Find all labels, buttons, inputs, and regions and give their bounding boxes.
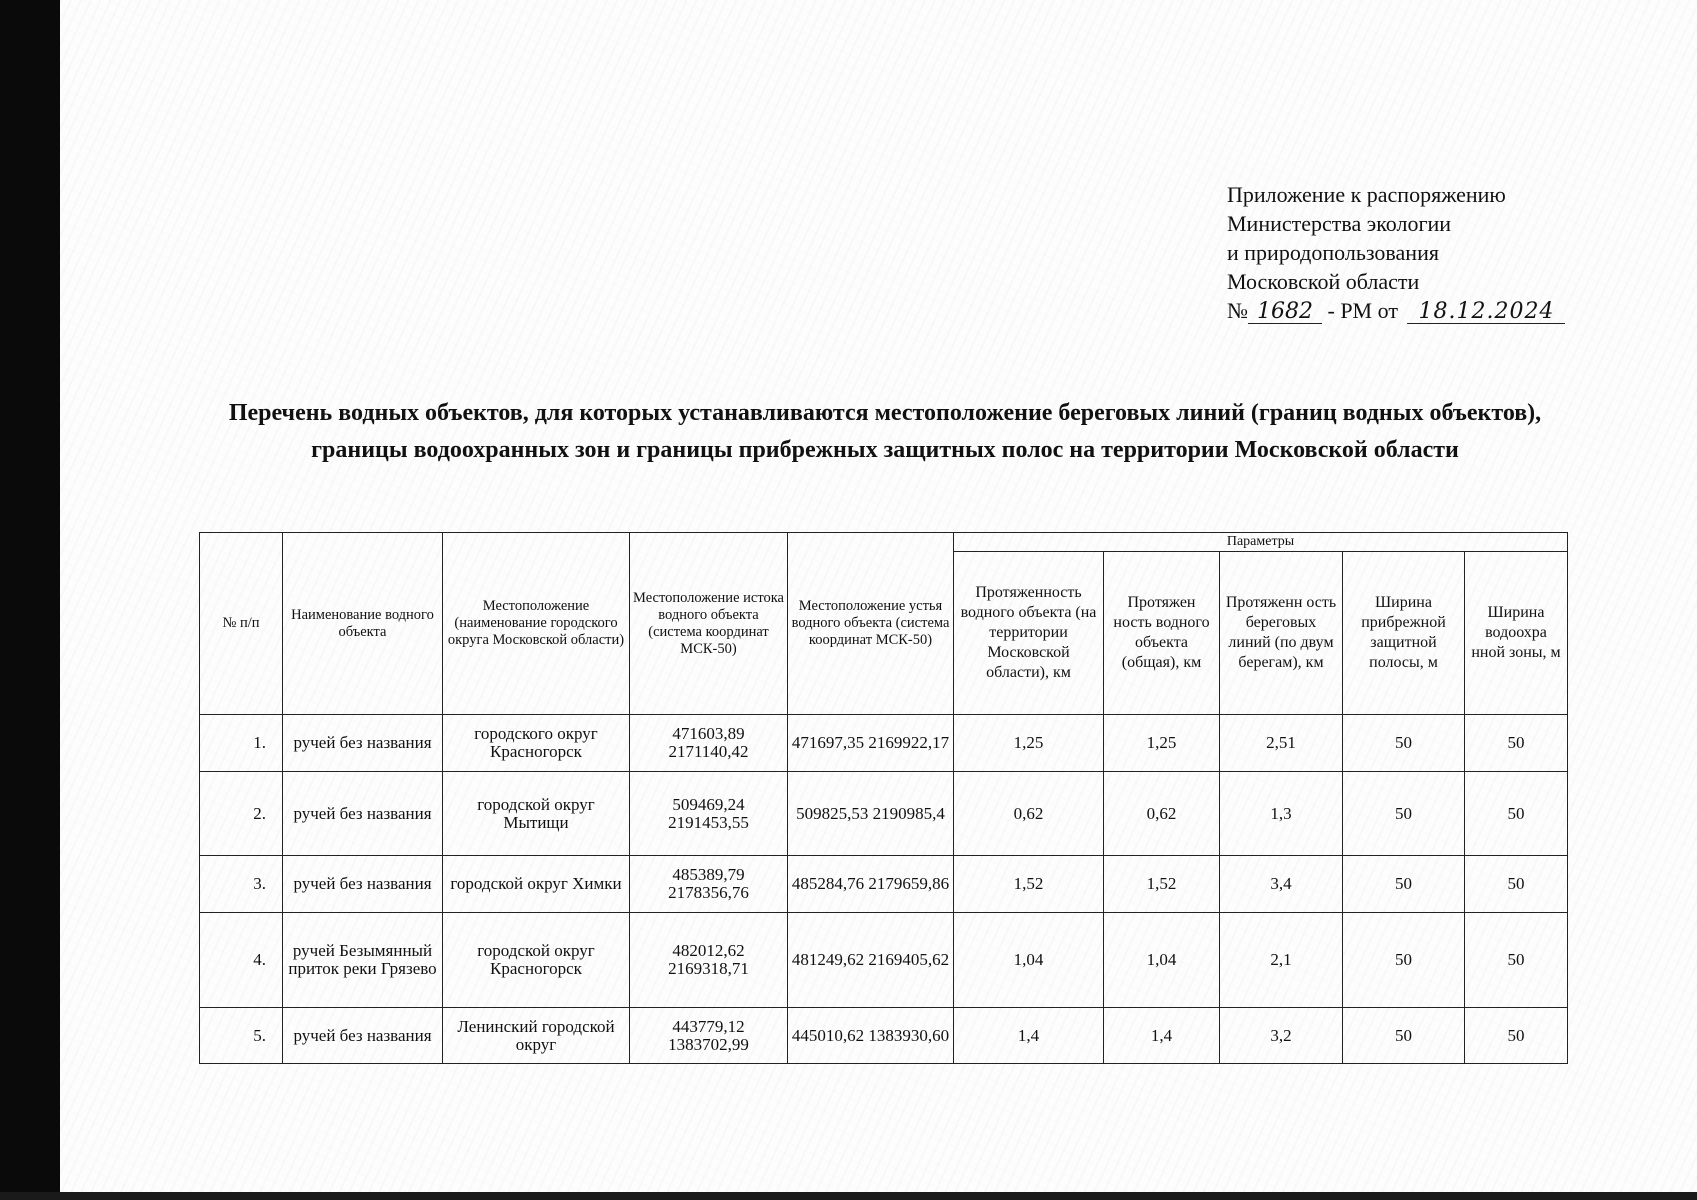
table-row [200,913,1568,1008]
cell-name: ручей без названия [283,856,443,913]
appendix-line-2: Министерства экологии [1227,211,1452,236]
scan-bottom-edge [0,1192,1697,1200]
appendix-line-3: и природопользования [1227,240,1439,265]
header-source: Местоположение истока водного объекта (система координат МСК-50) [630,533,788,715]
header-mouth: Местоположение устья водного объекта (система координат МСК-50) [788,533,954,715]
cell-length-total: 1,52 [1104,856,1220,913]
cell-length-region: 1,52 [954,856,1104,913]
cell-length-banks: 3,2 [1220,1008,1343,1064]
appendix-number-line [1227,296,1607,325]
cell-name: ручей без названия [283,715,443,772]
cell-mouth: 485284,76 2179659,86 [788,856,954,913]
water-objects-table [199,532,1568,1064]
cell-source: 471603,89 2171140,42 [630,715,788,772]
cell-name: ручей без названия [283,1008,443,1064]
cell-num: 1. [200,715,283,772]
appendix-line-1: Приложение к распоряжению [1227,182,1506,207]
cell-protection-width: 50 [1465,913,1568,1008]
cell-length-total: 1,25 [1104,715,1220,772]
cell-coastal-width: 50 [1343,772,1465,856]
cell-mouth: 481249,62 2169405,62 [788,913,954,1008]
header-length-region: Протяженность водного объекта (на территории Московской области), км [954,552,1104,715]
cell-length-banks: 3,4 [1220,856,1343,913]
cell-source: 482012,62 2169318,71 [630,913,788,1008]
cell-location: городской округ Мытищи [443,772,630,856]
appendix-block [1227,180,1607,325]
cell-name: ручей Безымянный приток реки Грязево [283,913,443,1008]
cell-length-total: 1,4 [1104,1008,1220,1064]
header-params: Параметры [954,533,1568,552]
cell-source: 509469,24 2191453,55 [630,772,788,856]
document-title: Перечень водных объектов, для которых устанавливаются местоположение береговых линий (границ водных объектов), границы водоохранных зон и границы прибрежных защитных полос на территории Московской области [228,400,1542,463]
cell-source: 485389,79 2178356,76 [630,856,788,913]
cell-protection-width: 50 [1465,1008,1568,1064]
header-name: Наименование водного объекта [283,533,443,715]
number-prefix: № [1227,298,1248,323]
cell-protection-width: 50 [1465,715,1568,772]
cell-length-region: 1,25 [954,715,1104,772]
cell-length-region: 1,04 [954,913,1104,1008]
cell-length-banks: 2,51 [1220,715,1343,772]
cell-length-region: 0,62 [954,772,1104,856]
cell-protection-width: 50 [1465,772,1568,856]
cell-num: 5. [200,1008,283,1064]
cell-length-banks: 2,1 [1220,913,1343,1008]
cell-location: городского округ Красногорск [443,715,630,772]
header-location: Местоположение (наименование городского округа Московской области) [443,533,630,715]
cell-num: 2. [200,772,283,856]
cell-length-total: 0,62 [1104,772,1220,856]
appendix-line-4: Московской области [1227,269,1420,294]
table-row [200,715,1568,772]
cell-length-region: 1,4 [954,1008,1104,1064]
table-row [200,856,1568,913]
cell-coastal-width: 50 [1343,715,1465,772]
cell-location: Ленинский городской округ [443,1008,630,1064]
cell-coastal-width: 50 [1343,913,1465,1008]
cell-location: городской округ Красногорск [443,913,630,1008]
cell-coastal-width: 50 [1343,856,1465,913]
header-num: № п/п [200,533,283,715]
header-length-total: Протяжен ность водного объекта (общая), км [1104,552,1220,715]
order-date: 18.12.2024 [1407,301,1565,324]
cell-name: ручей без названия [283,772,443,856]
scan-edge [0,0,60,1200]
table-row [200,772,1568,856]
cell-source: 443779,12 1383702,99 [630,1008,788,1064]
cell-mouth: 445010,62 1383930,60 [788,1008,954,1064]
cell-num: 3. [200,856,283,913]
cell-length-banks: 1,3 [1220,772,1343,856]
cell-protection-width: 50 [1465,856,1568,913]
cell-length-total: 1,04 [1104,913,1220,1008]
header-coastal-width: Ширина прибрежной защитной полосы, м [1343,552,1465,715]
order-number: 1682 [1248,301,1322,324]
cell-coastal-width: 50 [1343,1008,1465,1064]
cell-mouth: 471697,35 2169922,17 [788,715,954,772]
header-length-banks: Протяженн ость береговых линий (по двум берегам), км [1220,552,1343,715]
table-row [200,1008,1568,1064]
cell-mouth: 509825,53 2190985,4 [788,772,954,856]
cell-num: 4. [200,913,283,1008]
header-protection-width: Ширина водоохра нной зоны, м [1465,552,1568,715]
cell-location: городской округ Химки [443,856,630,913]
number-suffix: - РМ от [1327,298,1398,323]
